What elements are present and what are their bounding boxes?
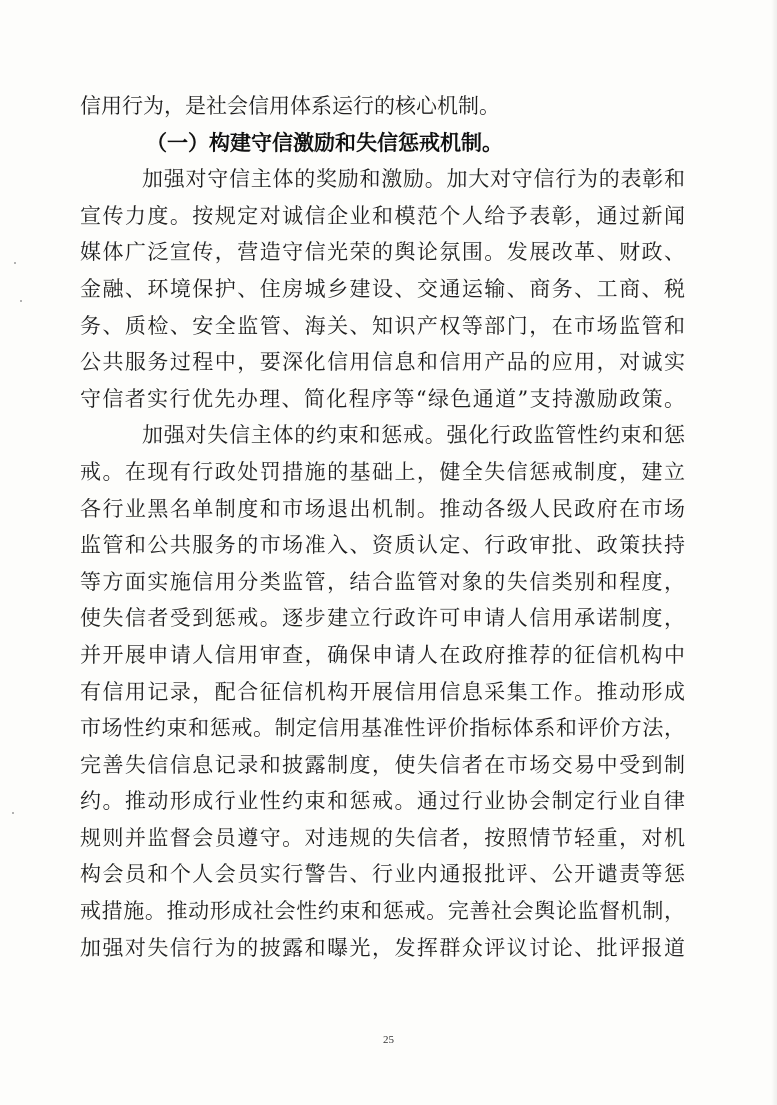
text-line: 务、质检、安全监管、海关、知识产权等部门，在市场监管和 xyxy=(80,313,685,338)
text-line: 宣传力度。按规定对诚信企业和模范个人给予表彰，通过新闻 xyxy=(80,203,685,228)
scan-speck xyxy=(20,300,22,302)
scan-speck xyxy=(14,262,16,264)
section-heading: （一）构建守信激励和失信惩戒机制。 xyxy=(146,130,503,155)
text-line: 有信用记录，配合征信机构开展信用信息采集工作。推动形成 xyxy=(80,679,685,704)
text-line: 加强对失信行为的披露和曝光，发挥群众评议讨论、批评报道 xyxy=(80,935,685,960)
text-line: 戒。在现有行政处罚措施的基础上，健全失信惩戒制度，建立 xyxy=(80,459,685,484)
text-line: 等方面实施信用分类监管，结合监管对象的失信类别和程度， xyxy=(80,569,685,594)
text-line: 各行业黑名单制度和市场退出机制。推动各级人民政府在市场 xyxy=(80,496,685,521)
text-line: 加强对失信主体的约束和惩戒。强化行政监管性约束和惩 xyxy=(142,423,685,448)
text-line: 金融、环境保护、住房城乡建设、交通运输、商务、工商、税 xyxy=(80,276,685,301)
text-line: 守信者实行优先办理、简化程序等“绿色通道”支持激励政策。 xyxy=(80,386,685,411)
text-line: 加强对守信主体的奖励和激励。加大对守信行为的表彰和 xyxy=(142,167,685,192)
text-line: 监管和公共服务的市场准入、资质认定、行政审批、政策扶持 xyxy=(80,533,685,558)
text-line: 市场性约束和惩戒。制定信用基准性评价指标体系和评价方法， xyxy=(80,716,685,741)
text-line: 信用行为，是社会信用体系运行的核心机制。 xyxy=(80,94,500,118)
text-line: 规则并监督会员遵守。对违规的失信者，按照情节轻重，对机 xyxy=(80,825,685,850)
text-line: 约。推动形成行业性约束和惩戒。通过行业协会制定行业自律 xyxy=(80,789,685,814)
text-line: 并开展申请人信用审查，确保申请人在政府推荐的征信机构中 xyxy=(80,642,685,667)
text-line: 完善失信信息记录和披露制度，使失信者在市场交易中受到制 xyxy=(80,752,685,777)
text-line: 构会员和个人会员实行警告、行业内通报批评、公开谴责等惩 xyxy=(80,862,685,887)
page-number: 25 xyxy=(383,1034,394,1046)
scan-speck xyxy=(12,812,14,814)
body-text xyxy=(80,88,685,966)
text-line: 媒体广泛宣传，营造守信光荣的舆论氛围。发展改革、财政、 xyxy=(80,240,685,265)
text-line: 公共服务过程中，要深化信用信息和信用产品的应用，对诚实 xyxy=(80,350,685,375)
text-line: 使失信者受到惩戒。逐步建立行政许可申请人信用承诺制度， xyxy=(80,606,685,631)
text-line: 戒措施。推动形成社会性约束和惩戒。完善社会舆论监督机制， xyxy=(80,899,685,924)
